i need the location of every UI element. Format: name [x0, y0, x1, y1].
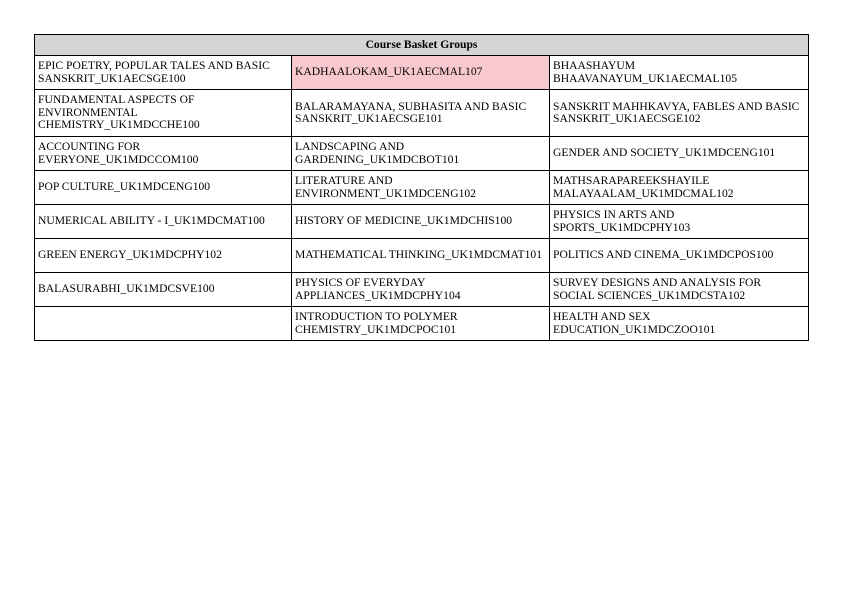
table-cell-highlighted: KADHAALOKAM_UK1AECMAL107 — [292, 56, 550, 90]
table-cell: MATHEMATICAL THINKING_UK1MDCMAT101 — [292, 239, 550, 273]
course-basket-sheet — [34, 34, 808, 341]
table-cell: EPIC POETRY, POPULAR TALES AND BASIC SANSKRIT_UK1AECSGE100 — [35, 56, 292, 90]
table-row — [35, 171, 809, 205]
table-row — [35, 56, 809, 90]
table-row — [35, 90, 809, 137]
table-cell: GREEN ENERGY_UK1MDCPHY102 — [35, 239, 292, 273]
table-cell: BALASURABHI_UK1MDCSVE100 — [35, 273, 292, 307]
course-basket-table — [34, 34, 809, 341]
table-cell: NUMERICAL ABILITY - I_UK1MDCMAT100 — [35, 205, 292, 239]
table-cell: PHYSICS IN ARTS AND SPORTS_UK1MDCPHY103 — [550, 205, 809, 239]
table-cell: LANDSCAPING AND GARDENING_UK1MDCBOT101 — [292, 137, 550, 171]
table-cell: ACCOUNTING FOR EVERYONE_UK1MDCCOM100 — [35, 137, 292, 171]
table-cell: HEALTH AND SEX EDUCATION_UK1MDCZOO101 — [550, 307, 809, 341]
table-row — [35, 307, 809, 341]
table-cell: INTRODUCTION TO POLYMER CHEMISTRY_UK1MDCPOC101 — [292, 307, 550, 341]
table-cell: SURVEY DESIGNS AND ANALYSIS FOR SOCIAL SCIENCES_UK1MDCSTA102 — [550, 273, 809, 307]
table-cell: POP CULTURE_UK1MDCENG100 — [35, 171, 292, 205]
table-row — [35, 273, 809, 307]
table-header-row — [35, 35, 809, 56]
table-cell: BHAASHAYUM BHAAVANAYUM_UK1AECMAL105 — [550, 56, 809, 90]
table-cell: BALARAMAYANA, SUBHASITA AND BASIC SANSKRIT_UK1AECSGE101 — [292, 90, 550, 137]
table-cell: MATHSARAPAREEKSHAYILE MALAYAALAM_UK1MDCMAL102 — [550, 171, 809, 205]
table-cell: FUNDAMENTAL ASPECTS OF ENVIRONMENTAL CHEMISTRY_UK1MDCCHE100 — [35, 90, 292, 137]
table-row — [35, 239, 809, 273]
table-cell: HISTORY OF MEDICINE_UK1MDCHIS100 — [292, 205, 550, 239]
table-cell: POLITICS AND CINEMA_UK1MDCPOS100 — [550, 239, 809, 273]
table-row — [35, 137, 809, 171]
table-title: Course Basket Groups — [35, 35, 809, 56]
table-cell: PHYSICS OF EVERYDAY APPLIANCES_UK1MDCPHY104 — [292, 273, 550, 307]
table-row — [35, 205, 809, 239]
table-cell-empty — [35, 307, 292, 341]
table-cell: GENDER AND SOCIETY_UK1MDCENG101 — [550, 137, 809, 171]
table-cell: LITERATURE AND ENVIRONMENT_UK1MDCENG102 — [292, 171, 550, 205]
table-cell: SANSKRIT MAHHKAVYA, FABLES AND BASIC SANSKRIT_UK1AECSGE102 — [550, 90, 809, 137]
